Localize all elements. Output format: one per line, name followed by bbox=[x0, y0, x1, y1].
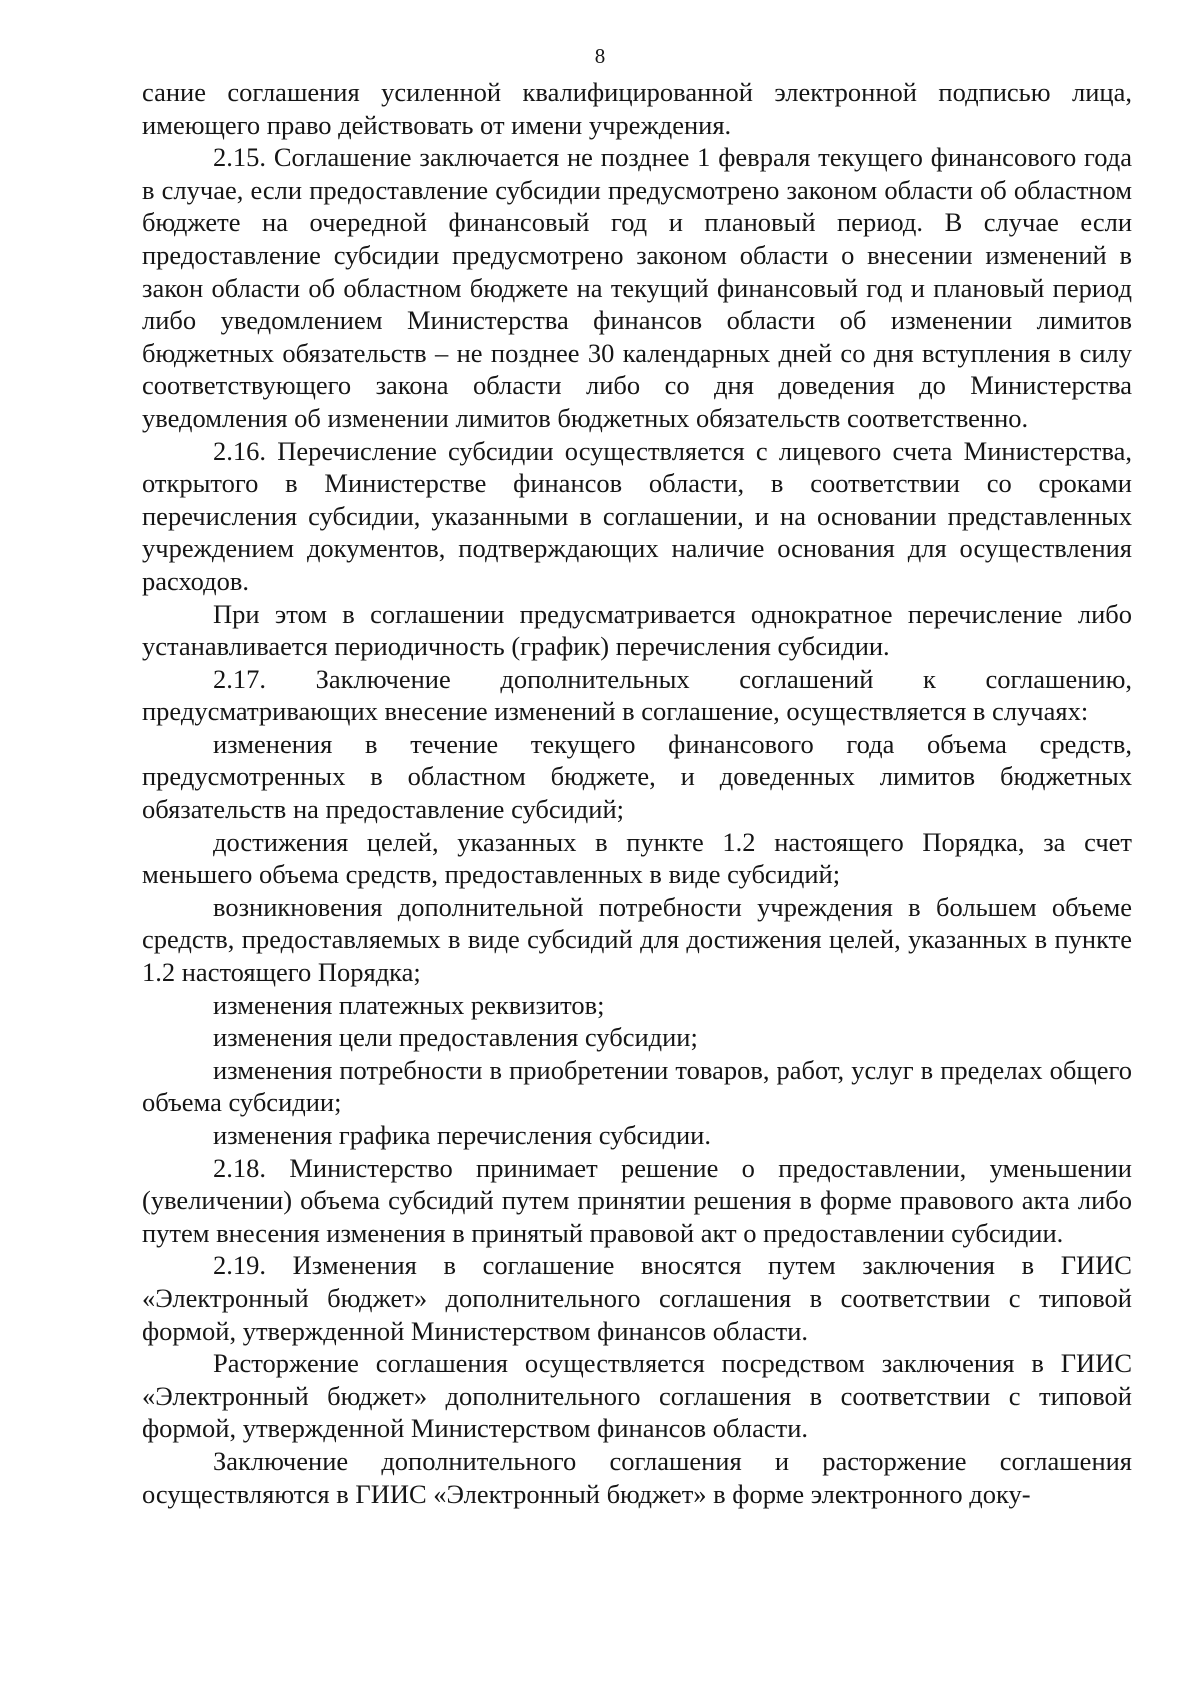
paragraph-signature-continuation: сание соглашения усиленной квалифицированной электронной подписью лица, имеющего право действовать от имени учреждения. bbox=[142, 77, 1132, 140]
list-item-budget-changes: изменения в течение текущего финансового года объема средств, предусмотренных в областном бюджете, и доведенных лимитов бюджетных обязательств на предоставление субсидий; bbox=[142, 728, 1132, 825]
list-item-goals-achieved: достижения целей, указанных в пункте 1.2 настоящего Порядка, за счет меньшего объема средств, предоставленных в виде субсидий; bbox=[142, 826, 1132, 890]
list-item-additional-need: возникновения дополнительной потребности учреждения в большем объеме средств, предоставляемых в виде субсидий для достижения целей, указанных в пункте 1.2 настоящего Порядка; bbox=[142, 891, 1132, 988]
paragraph-2-16: 2.16. Перечисление субсидии осуществляется с лицевого счета Министерства, открытого в Министерстве финансов области, в соответствии со сроками перечисления субсидии, указанными в соглашении, и на основании представленных учреждением документов, подтверждающих наличие основания для осуществления расходов. bbox=[142, 435, 1132, 596]
paragraph-transfer-schedule: При этом в соглашении предусматривается однократное перечисление либо устанавливается периодичность (график) перечисления субсидии. bbox=[142, 598, 1132, 662]
document-body bbox=[142, 76, 1132, 1510]
list-item-payment-details: изменения платежных реквизитов; bbox=[213, 989, 605, 1020]
list-item-procurement-need: изменения потребности в приобретении товаров, работ, услуг в пределах общего объема субсидии; bbox=[142, 1054, 1132, 1118]
paragraph-2-15: 2.15. Соглашение заключается не позднее 1 февраля текущего финансового года в случае, если предоставление субсидии предусмотрено законом области об областном бюджете на очередной финансовый год и плановый период. В случае если предоставление субсидии предусмотрено законом области о внесении изменений в закон области об областном бюджете на текущий финансовый год и плановый период либо уведомлением Министерства финансов области об изменении лимитов бюджетных обязательств – не позднее 30 календарных дней со дня вступления в силу соответствующего закона области либо со дня доведения до Министерства уведомления об изменении лимитов бюджетных обязательств соответственно. bbox=[142, 142, 1132, 433]
list-item-schedule-change: изменения графика перечисления субсидии. bbox=[213, 1120, 711, 1150]
paragraph-electronic-document: Заключение дополнительного соглашения и расторжение соглашения осуществляются в ГИИС «Электронный бюджет» в форме электронного доку- bbox=[142, 1445, 1132, 1509]
list-item-purpose-change: изменения цели предоставления субсидии; bbox=[213, 1022, 698, 1053]
paragraph-2-17: 2.17. Заключение дополнительных соглашений к соглашению, предусматривающих внесение изменений в соглашение, осуществляется в случаях: bbox=[142, 663, 1132, 727]
paragraph-termination: Расторжение соглашения осуществляется посредством заключения в ГИИС «Электронный бюджет» дополнительного соглашения в соответствии с типовой формой, утвержденной Министерством финансов области. bbox=[142, 1348, 1132, 1444]
page-number: 8 bbox=[594, 44, 606, 68]
paragraph-2-19: 2.19. Изменения в соглашение вносятся путем заключения в ГИИС «Электронный бюджет» дополнительного соглашения в соответствии с типовой формой, утвержденной Министерством финансов области. bbox=[142, 1250, 1132, 1346]
paragraph-2-18: 2.18. Министерство принимает решение о предоставлении, уменьшении (увеличении) объема субсидий путем принятии решения в форме правового акта либо путем внесения изменения в принятый правовой акт о предоставлении субсидии. bbox=[142, 1152, 1132, 1248]
